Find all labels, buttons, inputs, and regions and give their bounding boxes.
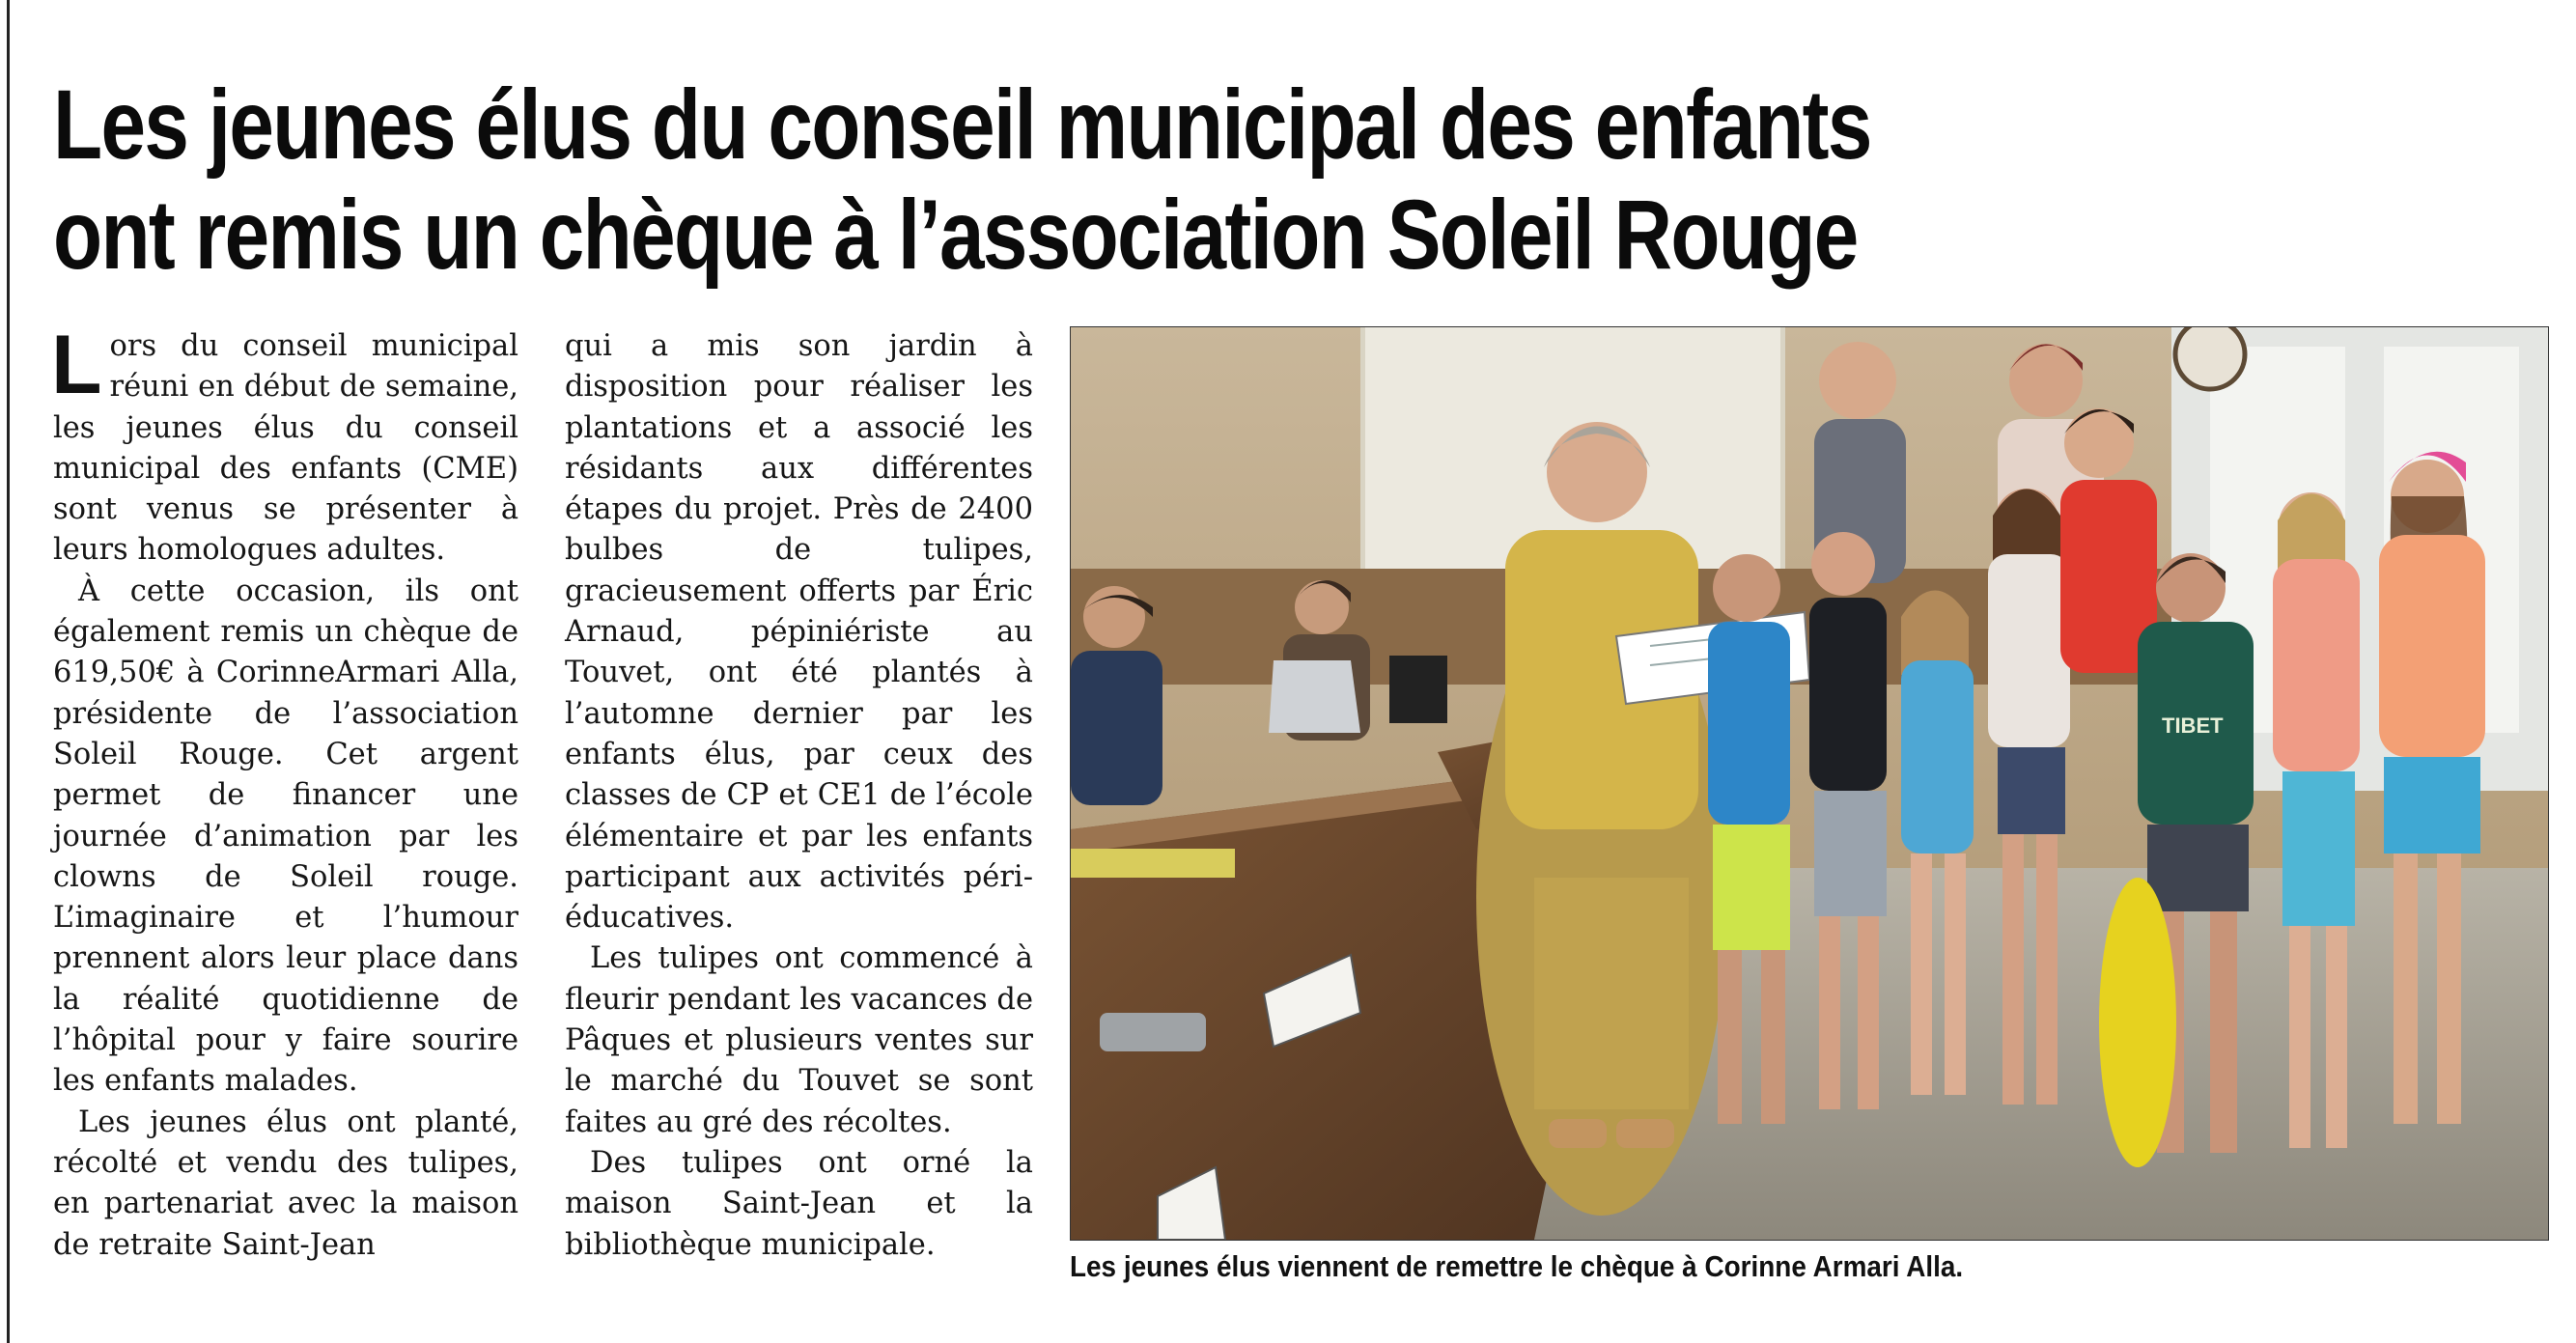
headline-line-1: Les jeunes élus du conseil municipal des enfants <box>53 70 1871 180</box>
article-photo <box>1070 326 2549 1241</box>
drop-cap: L <box>51 319 102 411</box>
paragraph-1-text: ors du conseil municipal réuni en début de semaine, les jeunes élus du conseil municipal des enfants (CME) sont venus se présenter à leurs homologues adultes. <box>53 329 518 568</box>
photo-caption: Les jeunes élus viennent de remettre le chèque à Corinne Armari Alla. <box>1070 1249 1964 1283</box>
headline-line-2: ont remis un chèque à l’association Soleil Rouge <box>53 180 1858 290</box>
paragraph-1 <box>51 319 518 572</box>
paragraph-5: Des tulipes ont orné la maison Saint-Jean et la bibliothèque municipale. <box>565 1145 1033 1262</box>
paragraph-2: À cette occasion, ils ont également remis un chèque de 619,50€ à CorinneArmari Alla, présidente de l’association Soleil Rouge. Cet argent permet de financer une journée d’animation par les clowns de Soleil rouge. L’imaginaire et l’humour prennent alors leur place dans la réalité quotidienne de l’hôpital pour y faire sourire les enfants malades. <box>53 574 518 1099</box>
skateboard <box>2099 878 2176 1167</box>
paragraph-3: Les jeunes élus ont planté, récolté et vendu des tulipes, en partenariat avec la maison de retraite Saint-Jean <box>53 1105 518 1262</box>
paragraph-3-continued: qui a mis son jardin à disposition pour réaliser les plantations et a associé les résidants aux différentes étapes du projet. Près de 2400 bulbes de tulipes, gracieusement offerts par Éric Arnaud, pépiniériste au Touvet, ont été plantés à l’automne dernier par les enfants élus, par ceux des classes de CP et CE1 de l’école élémentaire et par les enfants participant aux activités péri-éducatives. <box>565 329 1033 936</box>
microphone <box>1100 1013 1206 1051</box>
paragraph-4: Les tulipes ont commencé à fleurir pendant les vacances de Pâques et plusieurs ventes sur le marché du Touvet se sont faites au gré des récoltes. <box>565 941 1033 1139</box>
photo-illustration <box>1071 327 2548 1240</box>
article-headline <box>53 70 2080 290</box>
wall-clock <box>2175 327 2245 389</box>
tshirt-text: TIBET <box>2162 713 2224 738</box>
article-column-1 <box>51 319 518 1266</box>
article-column-2 <box>565 326 1033 1266</box>
column-rule <box>7 0 10 1343</box>
laptop <box>1269 660 1360 733</box>
